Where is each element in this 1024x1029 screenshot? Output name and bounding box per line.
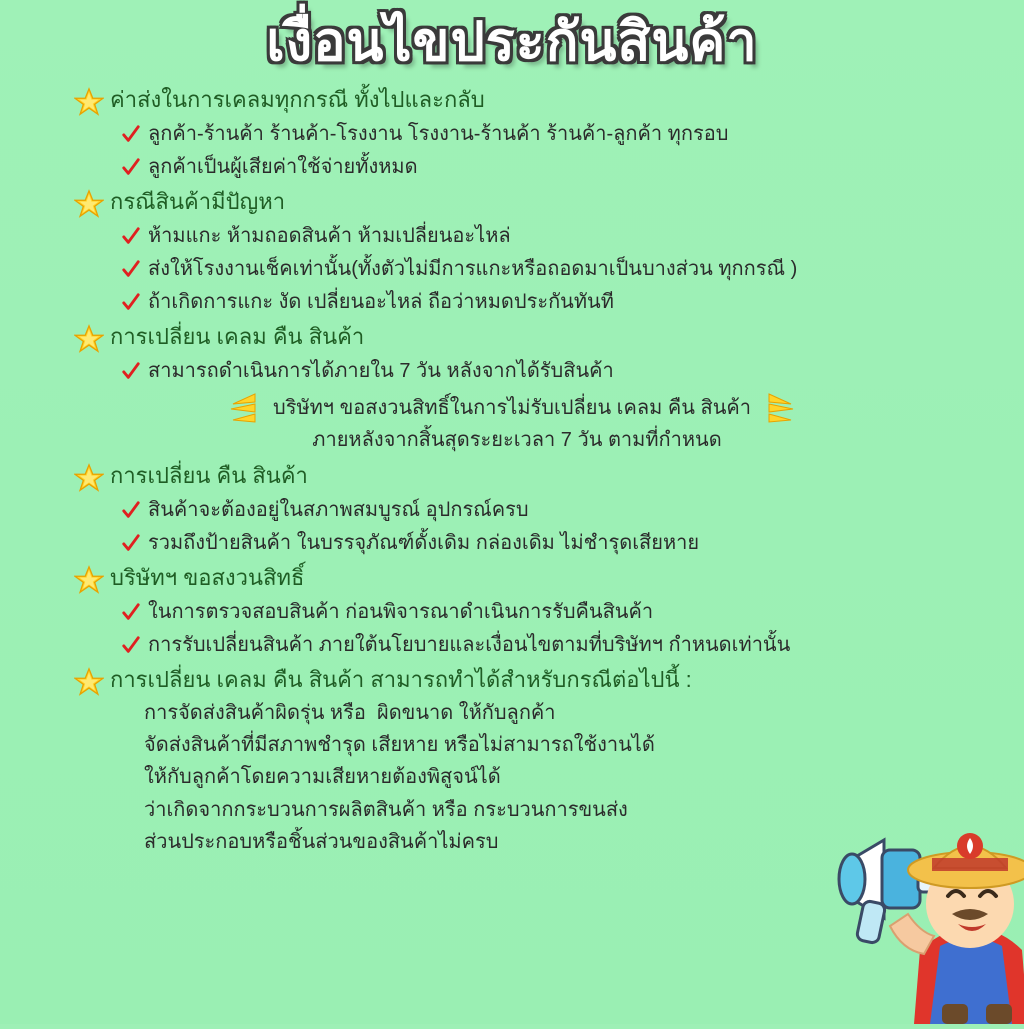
condition-section	[26, 563, 998, 659]
check-mark-icon	[122, 124, 140, 144]
plain-line: การจัดส่งสินค้าผิดรุ่น หรือ ผิดขนาด ให้กับลูกค้า	[144, 701, 556, 724]
bullet-item	[122, 530, 998, 557]
bullet-item	[122, 256, 998, 283]
star-icon	[74, 189, 104, 219]
plain-line: ว่าเกิดจากกระบวนการผลิตสินค้า หรือ กระบวนการขนส่ง	[144, 798, 628, 821]
section-heading: การเปลี่ยน คืน สินค้า	[110, 462, 308, 488]
bullet-text: ในการตรวจสอบสินค้า ก่อนพิจารณาดำเนินการรับคืนสินค้า	[148, 600, 654, 623]
bullet-text: ถ้าเกิดการแกะ งัด เปลี่ยนอะไหล่ ถือว่าหมดประกันทันที	[148, 290, 614, 313]
section-heading: กรณีสินค้ามีปัญหา	[110, 188, 286, 214]
plain-line: ให้กับลูกค้าโดยความเสียหายต้องพิสูจน์ได้	[144, 766, 501, 789]
bullet-item	[122, 289, 998, 316]
note-line-1: บริษัทฯ ขอสงวนสิทธิ์ในการไม่รับเปลี่ยน เคลม คืน สินค้า	[273, 396, 751, 419]
check-mark-icon	[122, 157, 140, 177]
note-line-2: ภายหลังจากสิ้นสุดระยะเวลา 7 วัน ตามที่กำหนด	[312, 428, 722, 451]
check-mark-icon	[122, 361, 140, 381]
bullet-text: การรับเปลี่ยนสินค้า ภายใต้นโยบายและเงื่อนไขตามที่บริษัทฯ กำหนดเท่านั้น	[148, 633, 791, 656]
bullet-item	[122, 154, 998, 181]
check-mark-icon	[122, 602, 140, 622]
star-icon	[74, 463, 104, 493]
plain-line: ส่วนประกอบหรือชิ้นส่วนของสินค้าไม่ครบ	[144, 831, 499, 854]
check-mark-icon	[122, 259, 140, 279]
condition-section	[26, 187, 998, 316]
condition-section	[26, 665, 998, 859]
bullet-item	[122, 599, 998, 626]
bullet-item	[122, 121, 998, 148]
check-mark-icon	[122, 635, 140, 655]
section-heading-row	[74, 563, 998, 593]
sparkle-icon	[225, 391, 259, 425]
bullet-text: ห้ามแกะ ห้ามถอดสินค้า ห้ามเปลี่ยนอะไหล่	[148, 224, 511, 247]
star-icon	[74, 667, 104, 697]
bullet-text: สามารถดำเนินการได้ภายใน 7 วัน หลังจากได้รับสินค้า	[148, 359, 614, 382]
plain-paragraph-block	[144, 697, 998, 859]
condition-section	[26, 461, 998, 557]
star-icon	[74, 324, 104, 354]
star-icon	[74, 565, 104, 595]
section-heading-row	[74, 461, 998, 491]
section-heading-row	[74, 665, 998, 695]
section-heading: การเปลี่ยน เคลม คืน สินค้า สามารถทำได้สำหรับกรณีต่อไปนี้ :	[110, 666, 692, 692]
section-heading-row	[74, 187, 998, 217]
section-heading-row	[74, 322, 998, 352]
star-icon	[74, 87, 104, 117]
section-heading: บริษัทฯ ขอสงวนสิทธิ์	[110, 564, 305, 590]
bullet-text: ลูกค้า-ร้านค้า ร้านค้า-โรงงาน โรงงาน-ร้านค้า ร้านค้า-ลูกค้า ทุกรอบ	[148, 122, 729, 145]
bullet-text: ลูกค้าเป็นผู้เสียค่าใช้จ่ายทั้งหมด	[148, 155, 418, 178]
check-mark-icon	[122, 226, 140, 246]
sparkle-icon	[765, 391, 799, 425]
check-mark-icon	[122, 533, 140, 553]
page-title: เงื่อนไขประกันสินค้า	[266, 12, 758, 72]
bullet-item	[122, 358, 998, 385]
bullet-item	[122, 632, 998, 659]
bullet-text: ส่งให้โรงงานเช็คเท่านั้น(ทั้งตัวไม่มีการแกะหรือถอดมาเป็นบางส่วน ทุกกรณี )	[148, 257, 798, 280]
bullet-item	[122, 223, 998, 250]
section-heading: ค่าส่งในการเคลมทุกกรณี ทั้งไปและกลับ	[110, 86, 485, 112]
bullet-text: สินค้าจะต้องอยู่ในสภาพสมบูรณ์ อุปกรณ์ครบ	[148, 498, 529, 521]
section-heading-row	[74, 85, 998, 115]
plain-line: จัดส่งสินค้าที่มีสภาพชำรุด เสียหาย หรือไม่สามารถใช้งานได้	[144, 734, 655, 757]
check-mark-icon	[122, 500, 140, 520]
condition-section	[26, 322, 998, 455]
condition-section	[26, 85, 998, 181]
bullet-item	[122, 497, 998, 524]
conditions-list	[0, 71, 1024, 859]
bullet-text: รวมถึงป้ายสินค้า ในบรรจุภัณฑ์ดั้งเดิม กล่องเดิม ไม่ชำรุดเสียหาย	[148, 531, 700, 554]
section-heading: การเปลี่ยน เคลม คืน สินค้า	[110, 323, 365, 349]
reserved-rights-note	[26, 391, 998, 455]
check-mark-icon	[122, 292, 140, 312]
